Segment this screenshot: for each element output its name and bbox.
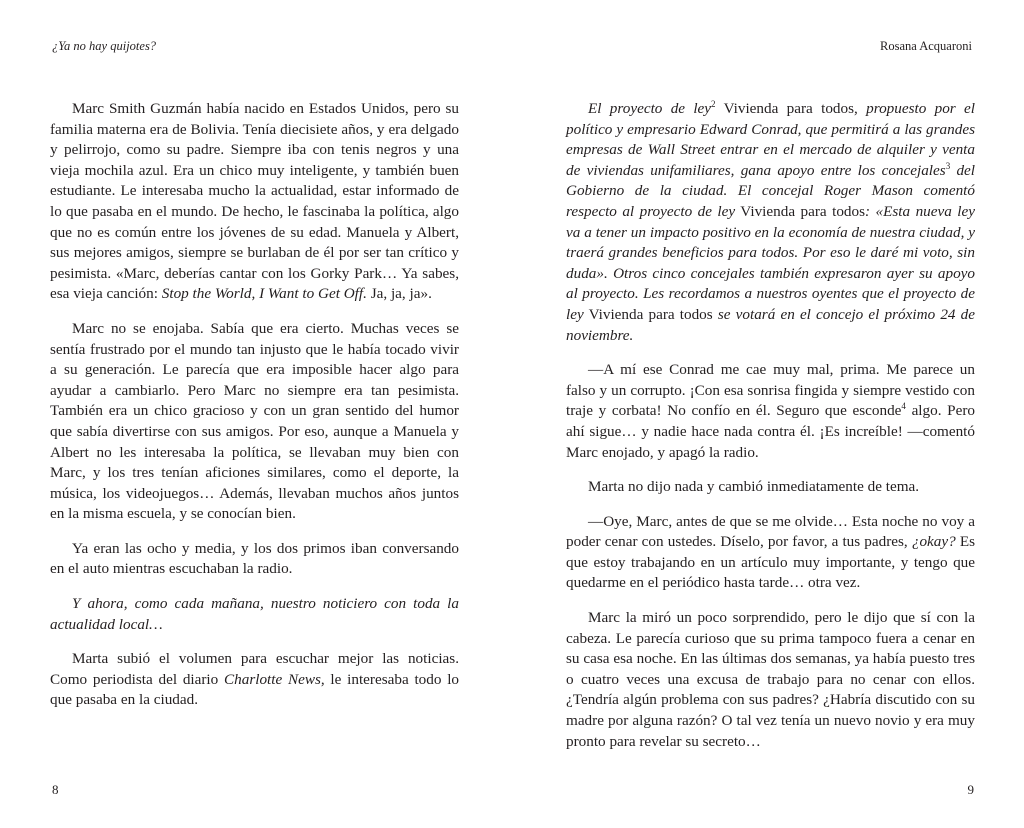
text-run: —A mí ese Conrad me cae muy mal, prima. Me parece un falso y un corrupto. ¡Con esa sonrisa fingida y siempre vestido con traje y corbata! No confío en él. Seguro que esconde [566,361,975,420]
text-run: Charlotte News [224,670,321,688]
text-run: El proyecto de ley [588,100,712,117]
body-text [50,99,459,725]
text-run: se votará en el concejo el próximo 24 de noviembre. [566,305,975,344]
text-run: , le interesaba todo lo que pasaba en la ciudad. [50,670,460,709]
paragraph [50,319,459,525]
footnote-marker: 4 [901,401,906,412]
right-page [512,0,1024,828]
text-run: : «Esta nueva ley va a tener un impacto positivo en la economía de nuestra ciudad, y traerá grandes beneficios para todos. Por eso le daré mi voto, sin duda». Otros cinco concejales también expresaron ayer su apoyo al proyecto. Les recordamos a nuestros oyentes que el proyecto de ley [566,202,975,323]
paragraph [50,649,459,711]
paragraph [566,477,975,498]
text-run: Marta no dijo nada y cambió inmediatamente de tema. [588,478,920,496]
text-run: —Oye, Marc, antes de que se me olvide… Esta noche no voy a poder cenar con ustedes. Díselo, por favor, a tus padres, [566,512,975,551]
body-text [566,99,975,766]
paragraph [566,608,975,752]
page-number: 9 [967,782,974,798]
paragraph [50,99,459,305]
text-run: Marc Smith Guzmán había nacido en Estados Unidos, pero su familia materna era de Bolivia. Tenía diecisiete años, y era delgado y pelirrojo, como su padre. Siempre iba con tenis negros y una vieja mochila azul. Era un chico muy inteligente, y también buen estudiante. Le interesaba mucho la actualidad, estar informado de lo que pasaba en el mundo. De hecho, le fascinaba la política, algo que no es común entre los jóvenes de su edad. Manuela y Albert, sus mejores amigos, siempre se burlaban de él por ser tan crítico y pesimista. «Marc, deberías cantar con los Gorky Park… Ya sabes, esa vieja canción: [50,100,459,303]
text-run: Marc no se enojaba. Sabía que era cierto. Muchas veces se sentía frustrado por el mundo tan injusto que le había tocado vivir a su generación. Le parecía que era imposible hacer algo para ayudar a cambiarlo. Pero Marc no siempre era tan pesimista. También era un chico gracioso y con un gran sentido del humor que sabía divertirse con sus amigos. Por eso, aunque a Manuela y Albert no les interesaba la política, se llevaban muy bien con Marc, y los tres tenían aficiones similares, como el deporte, la música, los videojuegos… Además, llevaban muchos años juntos en la misma escuela, y se conocían bien. [50,319,459,523]
paragraph [566,360,975,463]
text-run: Ja, ja, ja». [366,285,432,303]
text-run: Y ahora, como cada mañana, nuestro noticiero con toda la actualidad local… [50,595,459,633]
text-run: Vivienda para todos [735,202,866,220]
text-run: Marc la miró un poco sorprendido, pero le dijo que sí con la cabeza. Le parecía curioso que su prima tampoco fuera a cenar en su casa esa noche. En las últimas dos semanas, ya había puesto tres o cuatro veces una excusa de trabajo para no cenar con ellos. ¿Tendría algún problema con sus padres? ¿Habría discutido con su madre por alguna razón? O tal vez tenía un nuevo novio y era muy pronto para revelar su secreto… [566,609,975,750]
running-head-author: Rosana Acquaroni [880,39,972,53]
paragraph [50,539,459,580]
paragraph [566,512,975,594]
footnote-marker: 2 [711,99,716,109]
text-run: del Gobierno de la ciudad. El concejal Roger Mason comentó respecto al proyecto de ley [566,161,975,220]
text-run: Vivienda para todos, [715,100,867,117]
text-run: Es que estoy trabajando en un artículo muy importante, y tengo que quedarme en el periódico hasta tarde… otra vez. [566,533,976,592]
footnote-marker: 3 [945,160,951,171]
text-run: Marta subió el volumen para escuchar mejor las noticias. Como periodista del diario [50,650,459,688]
text-run: Vivienda para todos [583,305,718,323]
text-run: Stop the World, I Want to Get Off. [161,285,367,303]
running-head-title: ¿Ya no hay quijotes? [52,39,157,53]
paragraph [50,594,459,635]
text-run: propuesto por el político y empresario Edward Conrad, que permitirá a las grandes empresas de Wall Street entrar en el mercado de alquiler y venta de viviendas unifamiliares, gana apoyo entre los concejales [566,100,975,179]
text-run: Ya eran las ocho y media, y los dos primos iban conversando en el auto mientras escuchaban la radio. [50,539,459,578]
text-run: ¿okay? [911,533,956,551]
paragraph [566,99,975,346]
text-run: algo. Pero ahí sigue… y nadie hace nada contra él. ¡Es increíble! —comentó Marc enojado, y apagó la radio. [566,402,975,461]
page-number: 8 [52,782,59,798]
